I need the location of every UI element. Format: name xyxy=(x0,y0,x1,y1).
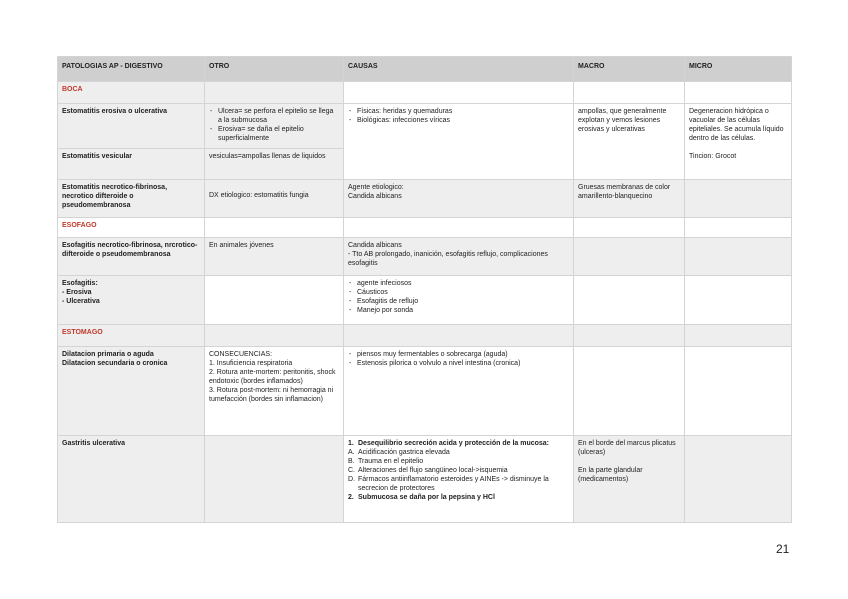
cell-otro xyxy=(205,104,344,149)
list-text: Alteraciones del flujo sangüineo local->isquemia xyxy=(358,467,508,474)
table-cell xyxy=(574,325,685,347)
cell-micro xyxy=(685,436,792,523)
list-item: - Físicas: heridas y quemaduras xyxy=(348,107,569,116)
list-letter: B. xyxy=(348,458,355,465)
list-item: - Esofagitis de reflujo xyxy=(348,297,569,306)
row-name-estomatitis-necrotico: Estomatitis necrotico-fibrinosa, necrotico difteroide o pseudomembranosa xyxy=(58,180,205,218)
table-cell xyxy=(685,325,792,347)
list-text: Acidificación gastrica elevada xyxy=(358,449,450,456)
section-row-esofago xyxy=(58,218,792,238)
cell-causas xyxy=(344,180,574,218)
name-line: Dilatacion secundaria o cronica xyxy=(62,360,168,367)
cell-causas xyxy=(344,238,574,276)
table-row xyxy=(58,436,792,523)
table-cell xyxy=(205,325,344,347)
row-name-estomatitis-vesicular: Estomatitis vesicular xyxy=(58,149,205,180)
section-label-boca: BOCA xyxy=(58,82,205,104)
page-number: 21 xyxy=(776,542,790,556)
row-name-dilatacion xyxy=(58,347,205,436)
section-row-boca xyxy=(58,82,792,104)
cell-causas xyxy=(344,347,574,436)
table-cell xyxy=(574,218,685,238)
table-cell xyxy=(344,325,574,347)
causas-heading: Submucosa se daña por la pepsina y HCl xyxy=(358,494,495,501)
macro-line: En la parte glandular (medicamentos) xyxy=(578,467,643,483)
row-name-estomatitis-erosiva: Estomatitis erosiva o ulcerativa xyxy=(58,104,205,149)
list-number: 2. xyxy=(348,494,354,501)
cell-macro: ampollas, que generalmente explotan y vemos lesiones erosivas y ulcerativas xyxy=(574,104,685,180)
cell-micro xyxy=(685,276,792,325)
row-name-esofagitis-necrotico: Esofagitis necrotico-fibrinosa, nrcrotico-difteroide o pseudomembranosa xyxy=(58,238,205,276)
list-item xyxy=(348,466,569,475)
section-label-estomago: ESTOMAGO xyxy=(58,325,205,347)
cell-causas xyxy=(344,276,574,325)
table-row xyxy=(58,104,792,149)
cell-otro: DX etiologico: estomatitis fungia xyxy=(205,180,344,218)
otro-line: CONSECUENCIAS: xyxy=(209,351,273,358)
list-item: - Biológicas: infecciones víricas xyxy=(348,116,569,125)
name-line: Dilatacion primaria o aguda xyxy=(62,351,154,358)
table-cell xyxy=(205,82,344,104)
header-causas: CAUSAS xyxy=(344,57,574,82)
list-item: - agente infeciosos xyxy=(348,279,569,288)
table-cell xyxy=(344,218,574,238)
table-cell xyxy=(574,82,685,104)
otro-line: 3. Rotura post-mortem: ni hemorragia ni tumefacción (bordes sin inflamacion) xyxy=(209,387,334,403)
name-line: Esofagitis: xyxy=(62,280,98,287)
otro-line: 2. Rotura ante-mortem: peritonitis, shock endotoxic (bordes inflamados) xyxy=(209,369,336,385)
list-letter: A. xyxy=(348,449,355,456)
causas-line: Candida albicans xyxy=(348,242,402,249)
table-row xyxy=(58,276,792,325)
pathology-table xyxy=(57,56,792,523)
section-row-estomago xyxy=(58,325,792,347)
cell-macro xyxy=(574,436,685,523)
list-item: - Erosiva= se daña el epitelio superficialmente xyxy=(209,125,339,143)
list-letter: D. xyxy=(348,476,355,483)
header-micro: MICRO xyxy=(685,57,792,82)
cell-micro xyxy=(685,347,792,436)
list-letter: C. xyxy=(348,467,355,474)
cell-otro xyxy=(205,436,344,523)
cell-causas xyxy=(344,436,574,523)
list-item: - piensos muy fermentables o sobrecarga (aguda) xyxy=(348,350,569,359)
name-line: - Ulcerativa xyxy=(62,298,100,305)
header-macro: MACRO xyxy=(574,57,685,82)
cell-micro xyxy=(685,238,792,276)
list-item xyxy=(348,457,569,466)
table-cell xyxy=(344,82,574,104)
list-item xyxy=(348,439,569,448)
cell-macro xyxy=(574,347,685,436)
table-row xyxy=(58,180,792,218)
table-row xyxy=(58,238,792,276)
cell-macro xyxy=(574,276,685,325)
cell-micro xyxy=(685,104,792,180)
list-number: 1. xyxy=(348,440,354,447)
causas-line: Agente etiologico: xyxy=(348,184,404,191)
cell-macro: Gruesas membranas de color amarillento-blanquecino xyxy=(574,180,685,218)
otro-line: 1. Insuficiencia respiratoria xyxy=(209,360,293,367)
micro-text: Degeneracion hidrópica o vacuolar de las células epiteliales. Se acumula líquido dentro de las células. xyxy=(689,108,784,142)
cell-causas xyxy=(344,104,574,180)
list-item: - Ulcera= se perfora el epitelio se llega a la submucosa xyxy=(209,107,339,125)
list-text: Trauma en el epitelio xyxy=(358,458,424,465)
list-text: Fármacos antiinflamatorio esteroides y AINEs -> disminuye la secrecion de protectores xyxy=(358,476,549,492)
table-row xyxy=(58,347,792,436)
causas-heading: Desequilibrio secreción acida y protección de la mucosa: xyxy=(358,440,550,447)
table-header-row xyxy=(58,57,792,82)
name-line: - Erosiva xyxy=(62,289,92,296)
cell-otro xyxy=(205,347,344,436)
row-name-gastritis: Gastritis ulcerativa xyxy=(58,436,205,523)
header-patologias: PATOLOGIAS AP - DIGESTIVO xyxy=(58,57,205,82)
causas-line: Candida albicans xyxy=(348,193,402,200)
list-item: - Manejo por sonda xyxy=(348,306,569,315)
section-label-esofago: ESOFAGO xyxy=(58,218,205,238)
list-item xyxy=(348,475,569,493)
macro-line: En el borde del marcus plicatus (ulceras) xyxy=(578,440,676,456)
table-cell xyxy=(685,82,792,104)
list-item: - Cáusticos xyxy=(348,288,569,297)
table-cell xyxy=(205,218,344,238)
cell-otro: vesiculas=ampollas llenas de liquidos xyxy=(205,149,344,180)
causas-line: - Tto AB prolongado, inanición, esofagitis reflujo, complicaciones esofagitis xyxy=(348,251,548,267)
list-item xyxy=(348,493,569,502)
list-item: - Estenosis pilorica o volvulo a nivel intestina (cronica) xyxy=(348,359,569,368)
cell-macro xyxy=(574,238,685,276)
row-name-esofagitis xyxy=(58,276,205,325)
cell-micro xyxy=(685,180,792,218)
cell-otro: En animales jóvenes xyxy=(205,238,344,276)
header-otro: OTRO xyxy=(205,57,344,82)
micro-stain: Tincion: Grocot xyxy=(689,153,737,160)
table-cell xyxy=(685,218,792,238)
list-item xyxy=(348,448,569,457)
cell-otro xyxy=(205,276,344,325)
